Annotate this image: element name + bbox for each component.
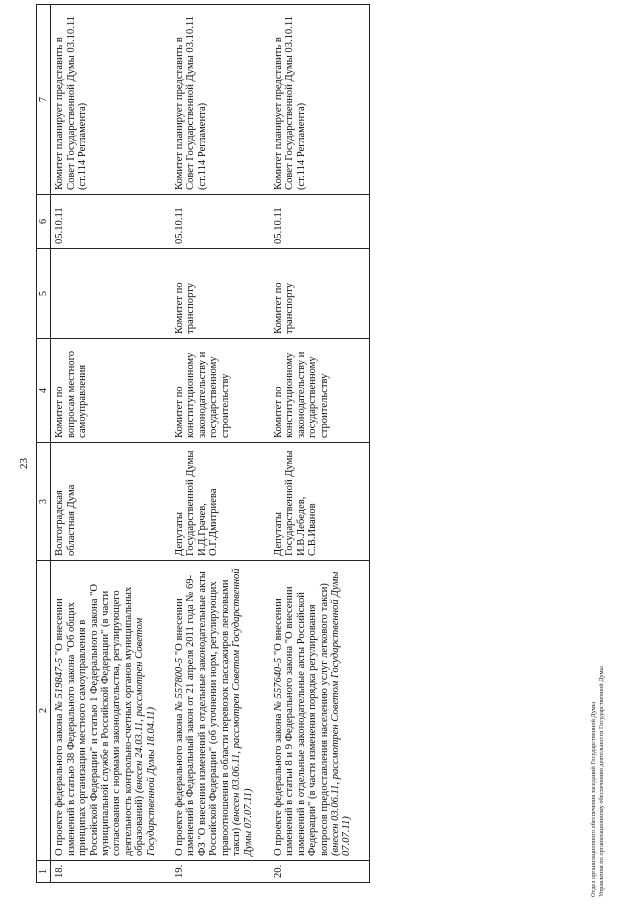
header-col-7: 7: [37, 5, 51, 195]
table-header-row: [37, 5, 51, 883]
bill-number: № 557640-5: [272, 657, 284, 712]
header-col-3: 3: [37, 443, 51, 561]
bill-number: № 557800-5: [174, 657, 186, 712]
bill-note: (внесен 03.06.11, рассмотрен Советом Государственной Думы 07.07.11): [231, 568, 254, 856]
bill-cell: [270, 561, 369, 861]
row-number: 19.: [171, 861, 270, 883]
header-col-2: 2: [37, 561, 51, 861]
bill-cell: [171, 561, 270, 861]
header-col-5: 5: [37, 249, 51, 339]
initiator-cell: Депутаты Государственной Думы И.В.Лебедев, С.В.Иванов: [270, 443, 369, 561]
date-cell: 05.10.11: [51, 195, 171, 249]
footer: [590, 397, 606, 897]
co-executor-cell: Комитет по транспорту: [171, 249, 270, 339]
table-row: [270, 5, 369, 883]
bill-number: № 519847-5: [54, 657, 66, 712]
committee-cell: Комитет по конституционному законодательству и государственному строительству: [270, 339, 369, 443]
bill-title: О проекте федерального закона: [272, 713, 284, 856]
status-cell: Комитет планирует представить в Совет Государственной Думы 03.10.11 (ст.114 Регламента): [270, 5, 369, 195]
footer-line-2: Управления по организационному обеспечению деятельности Государственной Думы: [598, 666, 605, 897]
bill-cell: [51, 561, 171, 861]
bill-title: О проекте федерального закона: [54, 713, 66, 856]
agenda-table: [36, 4, 370, 883]
footer-line-1: Отдел организационного обеспечения заседаний Государственной Думы: [590, 702, 597, 897]
bill-description: "О внесении изменений в статьи 8 и 9 Федерального закона "О внесении изменений в отдельные законодательные акты Российской Федерации" (в части изменения порядка регулирования вопросов предоставления населению услуг легкового такси): [272, 583, 330, 856]
committee-cell: Комитет по вопросам местного самоуправления: [51, 339, 171, 443]
initiator-cell: Депутаты Государственной Думы И.Д.Грачев, О.Г.Дмитриева: [171, 443, 270, 561]
header-col-4: 4: [37, 339, 51, 443]
bill-note: (внесен 03.06.11, рассмотрен Советом Государственной Думы 07.07.11): [329, 571, 353, 856]
bill-description: "О внесении изменений в Федеральный закон от 21 апреля 2011 года № 69-ФЗ "О внесении изменений в отдельные законодательные акты Российской Федерации" (об уточнении норм, регулирующих правоотношения в области перевозок пассажиров легковыми такси): [174, 571, 243, 856]
table-row: [171, 5, 270, 883]
status-cell: Комитет планирует представить в Совет Государственной Думы 03.10.11 (ст.114 Регламента): [171, 5, 270, 195]
bill-title: О проекте федерального закона: [174, 713, 186, 856]
row-number: 18.: [51, 861, 171, 883]
initiator-cell: Волгоградская областная Дума: [51, 443, 171, 561]
row-number: 20.: [270, 861, 369, 883]
co-executor-cell: Комитет по транспорту: [270, 249, 369, 339]
table-row: [51, 5, 171, 883]
date-cell: 05.10.11: [270, 195, 369, 249]
header-col-1: 1: [37, 861, 51, 883]
header-col-6: 6: [37, 195, 51, 249]
date-cell: 05.10.11: [171, 195, 270, 249]
committee-cell: Комитет по конституционному законодательству и государственному строительству: [171, 339, 270, 443]
co-executor-cell: [51, 249, 171, 339]
bill-description: "О внесении изменений в статью 38 Федерального закона "Об общих принципах организации местного самоуправления в Российской Федерации" и статью 1 Федерального закона "О муниципальной службе в Российской Федерации" (в части согласования с нормами законодательства, регулирующего деятельность контрольно-счетных органов муниципальных образований): [54, 583, 146, 856]
page-number: 23: [18, 458, 30, 469]
bill-note: (внесен 24.03.11, рассмотрен Советом Государственной Думы 18.04.11): [134, 617, 157, 856]
status-cell: Комитет планирует представить в Совет Государственной Думы 03.10.11 (ст.114 Регламента): [51, 5, 171, 195]
